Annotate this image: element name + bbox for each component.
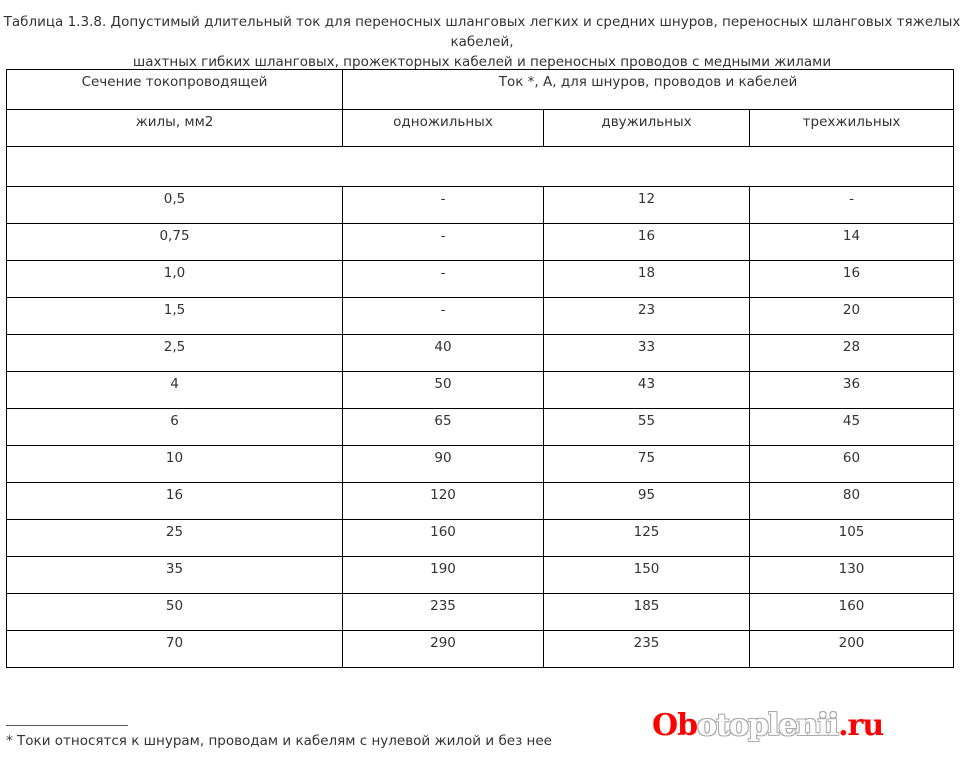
table-cell: 20 <box>750 298 954 335</box>
logo-part-3: .ru <box>838 708 884 743</box>
blank-cell <box>7 147 954 187</box>
logo-part-1: Ob <box>652 708 698 743</box>
table-row <box>7 557 954 594</box>
header-current-span: Ток *, А, для шнуров, проводов и кабелей <box>343 70 954 110</box>
table-cell: 120 <box>343 483 544 520</box>
header-three-core: трехжильных <box>750 110 954 147</box>
table-cell: 185 <box>544 594 750 631</box>
table-cell: 6 <box>7 409 343 446</box>
table-cell: 16 <box>750 261 954 298</box>
table-cell: 65 <box>343 409 544 446</box>
table-cell: 40 <box>343 335 544 372</box>
table-cell: 35 <box>7 557 343 594</box>
table-cell: 80 <box>750 483 954 520</box>
table-row <box>7 594 954 631</box>
table-cell: 125 <box>544 520 750 557</box>
table-cell: 235 <box>343 594 544 631</box>
table-cell: 75 <box>544 446 750 483</box>
table-cell: 105 <box>750 520 954 557</box>
table-cell: 90 <box>343 446 544 483</box>
table-cell: 50 <box>343 372 544 409</box>
table-row <box>7 187 954 224</box>
table-cell: 1,0 <box>7 261 343 298</box>
table-cell: 10 <box>7 446 343 483</box>
table-cell: 70 <box>7 631 343 668</box>
table-row <box>7 520 954 557</box>
table-cell: 4 <box>7 372 343 409</box>
table-cell: 28 <box>750 335 954 372</box>
table-cell: 16 <box>544 224 750 261</box>
table-row <box>7 631 954 668</box>
table-cell: 14 <box>750 224 954 261</box>
footnote: * Токи относятся к шнурам, проводам и кабелям с нулевой жилой и без нее <box>6 733 552 749</box>
header-two-core: двужильных <box>544 110 750 147</box>
header-row-2 <box>7 110 954 147</box>
table-row <box>7 372 954 409</box>
table-cell: 36 <box>750 372 954 409</box>
table-cell: - <box>343 224 544 261</box>
table-row <box>7 446 954 483</box>
table-caption <box>0 12 964 72</box>
table-row <box>7 483 954 520</box>
table-cell: - <box>343 261 544 298</box>
table-cell: 16 <box>7 483 343 520</box>
footnote-rule <box>6 725 128 726</box>
table-cell: 130 <box>750 557 954 594</box>
table-cell: 43 <box>544 372 750 409</box>
table-cell: 55 <box>544 409 750 446</box>
table-cell: 160 <box>343 520 544 557</box>
table-row <box>7 298 954 335</box>
table-cell: 0,75 <box>7 224 343 261</box>
header-row-1 <box>7 70 954 110</box>
logo-part-2: otoplenii <box>697 708 839 743</box>
table-cell: 1,5 <box>7 298 343 335</box>
table-cell: - <box>343 298 544 335</box>
table-row <box>7 409 954 446</box>
caption-line-1: Таблица 1.3.8. Допустимый длительный ток для переносных шланговых легких и средних шнуров, переносных шланговых тяжелых кабелей, <box>3 14 961 50</box>
table-cell: 23 <box>544 298 750 335</box>
table-cell: 200 <box>750 631 954 668</box>
table-cell: 18 <box>544 261 750 298</box>
table-cell: 235 <box>544 631 750 668</box>
caption-line-2: шахтных гибких шланговых, прожекторных кабелей и переносных проводов с медными жилами <box>132 54 832 70</box>
table-cell: 2,5 <box>7 335 343 372</box>
table-cell: 190 <box>343 557 544 594</box>
table-row <box>7 261 954 298</box>
table-cell: 290 <box>343 631 544 668</box>
current-table <box>6 69 954 668</box>
table-row <box>7 335 954 372</box>
header-single-core: одножильных <box>343 110 544 147</box>
table-cell: 95 <box>544 483 750 520</box>
table-cell: 12 <box>544 187 750 224</box>
site-logo <box>652 708 883 743</box>
blank-row <box>7 147 954 187</box>
table-cell: 33 <box>544 335 750 372</box>
table-row <box>7 224 954 261</box>
header-section-line2: жилы, мм2 <box>7 110 343 147</box>
table-cell: 0,5 <box>7 187 343 224</box>
header-section-line1: Сечение токопроводящей <box>7 70 343 110</box>
table-cell: 25 <box>7 520 343 557</box>
table-cell: 50 <box>7 594 343 631</box>
table-cell: - <box>343 187 544 224</box>
table-cell: 160 <box>750 594 954 631</box>
table-cell: - <box>750 187 954 224</box>
table-cell: 60 <box>750 446 954 483</box>
table-cell: 45 <box>750 409 954 446</box>
table-cell: 150 <box>544 557 750 594</box>
